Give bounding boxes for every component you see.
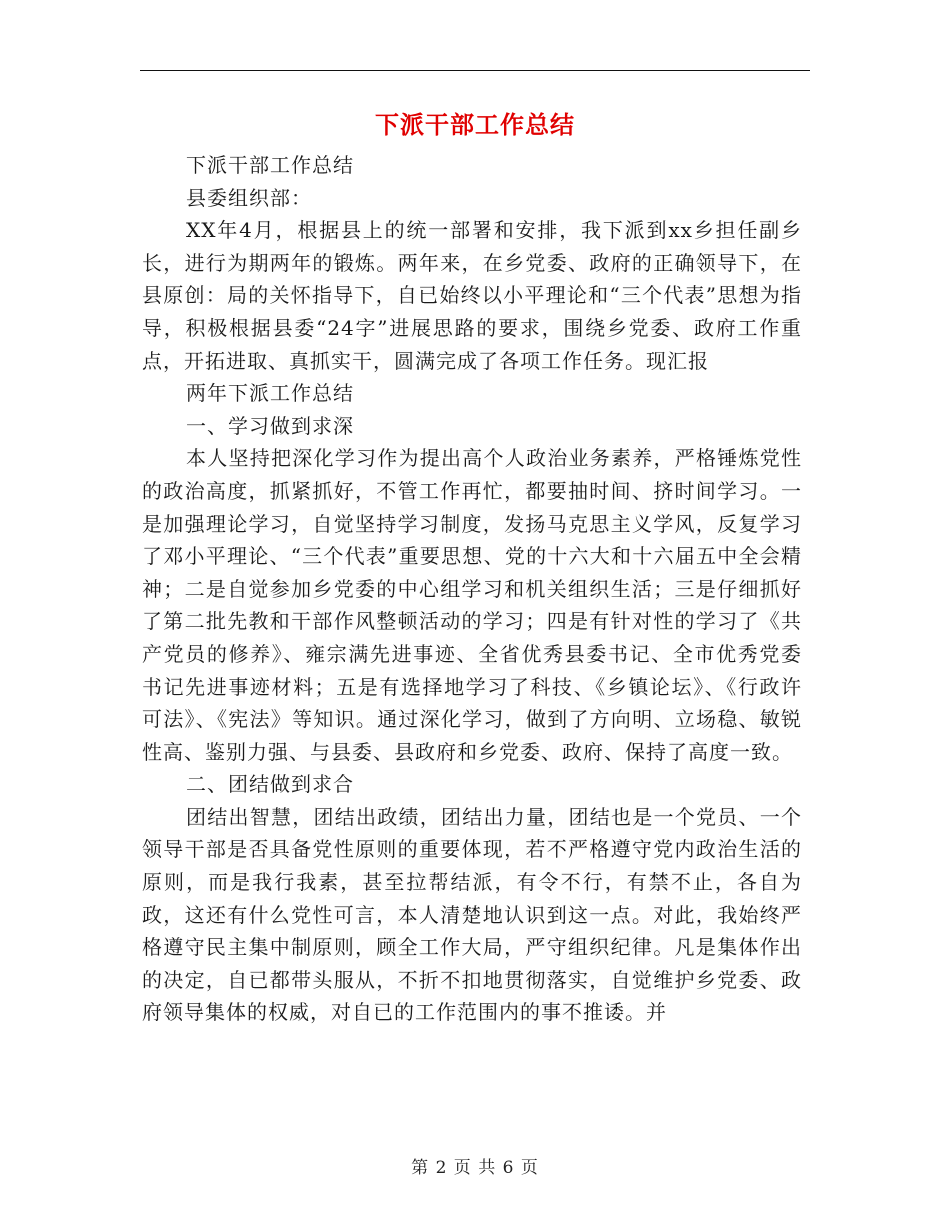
paragraph-heading: 下派干部工作总结 xyxy=(186,153,354,177)
paragraph-addressee: 县委组织部： xyxy=(186,185,312,210)
section-heading-study: 一、学习做到求深 xyxy=(186,413,354,438)
page-number: 第 2 页 共 6 页 xyxy=(411,1158,539,1178)
section-heading-unity: 二、团结做到求合 xyxy=(186,772,354,797)
paragraph-study: 本人坚持把深化学习作为提出高个人政治业务素养，严格锤炼党性的政治高度，抓紧抓好，不管工作再忙，都要抽时间、挤时间学习。一是加强理论学习，自觉坚持学习制度，发扬马克思主义学风，反复学习了邓小平理论、“三个代表”重要思想、党的十六大和十六届五中全会精神；二是自觉参加乡党委的中心组学习和机关组织生活；三是仔细抓好了第二批先教和干部作风整顿活动的学习；四是有针对性的学习了《共产党员的修养》、雍宗满先进事迹、全省优秀县委书记、全市优秀党委书记先进事迹材料；五是有选择地学习了科技、《乡镇论坛》、《行政许可法》、《宪法》等知识。通过深化学习，做到了方向明、立场稳、敏锐性高、鉴别力强、与县委、县政府和乡党委、政府、保持了高度一致。 xyxy=(142,446,802,764)
document-body xyxy=(142,149,802,1029)
paragraph-unity: 团结出智慧，团结出政绩，团结出力量，团结也是一个党员、一个领导干部是否具备党性原则的重要体现，若不严格遵守党内政治生活的原则，而是我行我素，甚至拉帮结派，有令不行，有禁不止，各自为政，这还有什么党性可言，本人清楚地认识到这一点。对此，我始终严格遵守民主集中制原则，顾全工作大局，严守组织纪律。凡是集体作出的决定，自已都带头服从，不折不扣地贯彻落实，自觉维护乡党委、政府领导集体的权威，对自已的工作范围内的事不推诿。并 xyxy=(142,804,802,1025)
document-title: 下派干部工作总结 xyxy=(375,110,575,139)
paragraph-subtitle: 两年下派工作总结 xyxy=(186,381,354,406)
paragraph-intro: XX年4月，根据县上的统一部署和安排，我下派到xx乡担任副乡长，进行为期两年的锻炼。两年来，在乡党委、政府的正确领导下，在县原创：局的关怀指导下，自已始终以小平理论和“三个代表”思想为指导，积极根据县委“24字”进展思路的要求，围绕乡党委、政府工作重点，开拓进取、真抓实干，圆满完成了各项工作任务。现汇报 xyxy=(142,218,802,373)
header-rule xyxy=(140,70,810,71)
